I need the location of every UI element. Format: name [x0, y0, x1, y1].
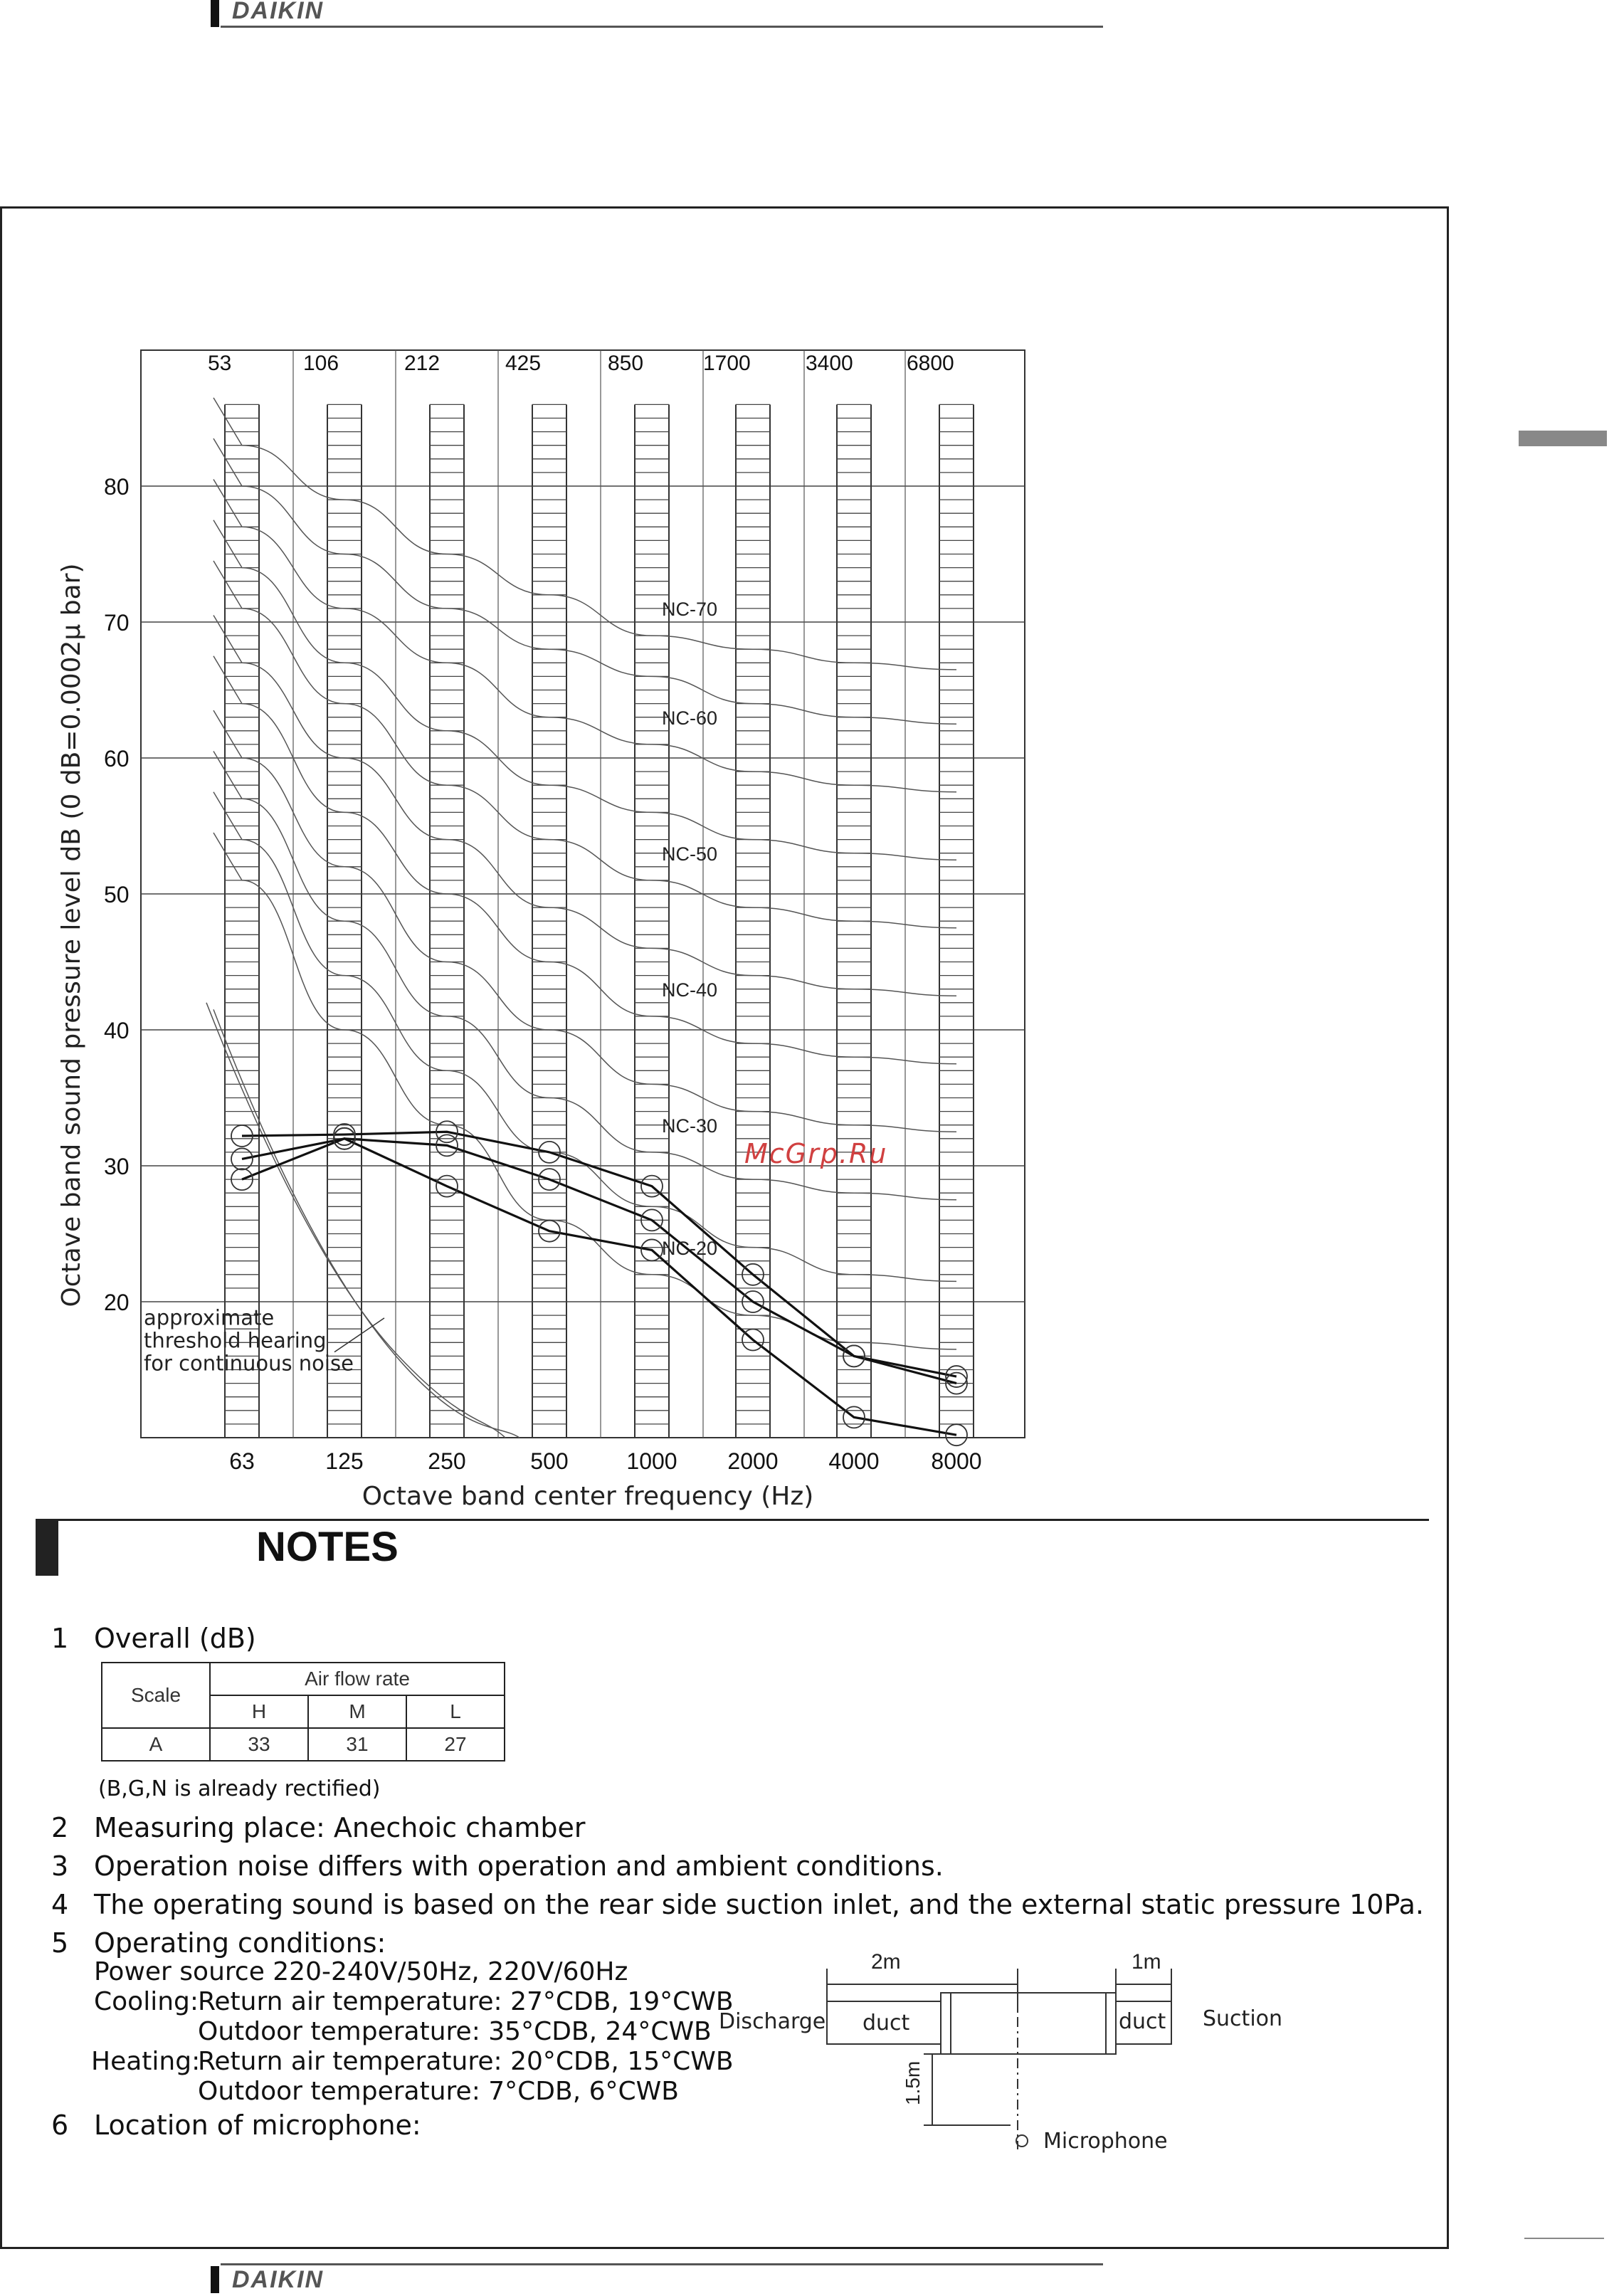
table-row-scale: A: [102, 1728, 210, 1761]
x-tick-label: 250: [428, 1448, 466, 1474]
power-source: Power source 220-240V/50Hz, 220V/60Hz: [94, 1957, 628, 1986]
band-rungs: [327, 404, 362, 1424]
table-col-l: L: [406, 1695, 505, 1728]
table-cell-m: 31: [308, 1728, 406, 1761]
dim-left-label: 2m: [871, 1950, 901, 1974]
y-tick-label: 60: [104, 746, 130, 772]
table-col-h: H: [210, 1695, 308, 1728]
suction-label: Suction: [1203, 2006, 1283, 2031]
table-cell-h: 33: [210, 1728, 308, 1761]
nc-curve-nc-25: [213, 792, 956, 1282]
cooling-outdoor: Outdoor temperature: 35°CDB, 24°CWB: [198, 2017, 712, 2046]
x-tick-label: 4000: [828, 1448, 880, 1474]
band-rungs: [837, 404, 871, 1424]
chart-labels: [57, 352, 982, 1511]
nc-label-nc-40: NC-40: [662, 979, 718, 1001]
x-tick-label: 2000: [727, 1448, 779, 1474]
x-top-label: 3400: [806, 352, 853, 375]
nc-curve-nc-70: [213, 398, 956, 670]
dim-right-label: 1m: [1132, 1950, 1161, 1974]
band-rungs: [736, 404, 770, 1424]
side-footer-line: [1524, 2238, 1604, 2239]
y-tick-label: 20: [104, 1290, 130, 1315]
x-tick-label: 8000: [931, 1448, 982, 1474]
band-rungs: [939, 404, 974, 1424]
dim-down-label: 1.5m: [902, 2060, 924, 2105]
x-tick-label: 63: [229, 1448, 255, 1474]
x-top-label: 1700: [703, 352, 751, 375]
chart-grid: [141, 350, 1025, 1438]
table-airflow-header: Air flow rate: [210, 1663, 505, 1695]
band-rungs: [225, 404, 259, 1424]
heating-label: Heating:: [91, 2047, 201, 2076]
threshold-label-line: for continuous noise: [144, 1351, 354, 1376]
footer-logo: DAIKIN: [232, 2266, 325, 2293]
x-axis-title: Octave band center frequency (Hz): [362, 1482, 814, 1511]
x-top-label: 850: [608, 352, 644, 375]
y-tick-label: 40: [104, 1018, 130, 1043]
table-scale-header: Scale: [102, 1663, 210, 1728]
footer-brand-bar: [211, 2266, 219, 2293]
threshold-label-line: approximate: [144, 1305, 275, 1330]
discharge-label: Discharge: [719, 2009, 826, 2034]
x-tick-label: 500: [530, 1448, 569, 1474]
table-col-m: M: [308, 1695, 406, 1728]
watermark: McGrp.Ru: [744, 1138, 888, 1169]
series-line-l: [242, 1139, 956, 1435]
duct-left-label: duct: [863, 2011, 910, 2036]
x-top-label: 106: [303, 352, 339, 375]
threshold-pointer: [334, 1318, 384, 1352]
notes-title: NOTES: [256, 1524, 399, 1570]
notes-rule: [36, 1519, 1429, 1521]
heating-outdoor: Outdoor temperature: 7°CDB, 6°CWB: [198, 2077, 679, 2106]
x-top-label: 212: [404, 352, 441, 375]
y-tick-label: 50: [104, 882, 130, 907]
nc-label-nc-50: NC-50: [662, 843, 718, 865]
x-tick-label: 1000: [626, 1448, 677, 1474]
nc-label-nc-60: NC-60: [662, 707, 718, 729]
header-logo: DAIKIN: [232, 0, 325, 24]
band-rungs: [430, 404, 464, 1424]
x-top-label: 53: [208, 352, 232, 375]
nc-label-nc-30: NC-30: [662, 1115, 718, 1137]
nc-label-nc-20: NC-20: [662, 1237, 718, 1259]
notes-marker: [36, 1519, 58, 1576]
overall-table: [101, 1662, 505, 1762]
x-tick-label: 125: [325, 1448, 364, 1474]
y-tick-label: 80: [104, 474, 130, 500]
cooling-return: Return air temperature: 27°CDB, 19°CWB: [198, 1987, 734, 2016]
x-top-label: 425: [505, 352, 542, 375]
table-cell-l: 27: [406, 1728, 505, 1761]
nc-label-nc-70: NC-70: [662, 599, 718, 621]
microphone-label: Microphone: [1043, 2129, 1168, 2154]
y-tick-label: 30: [104, 1154, 130, 1179]
y-tick-label: 70: [104, 610, 130, 636]
cooling-label: Cooling:: [94, 1987, 199, 2016]
threshold-label-line: threshold hearing: [144, 1328, 327, 1353]
rectified-note: (B,G,N is already rectified): [98, 1776, 381, 1801]
heating-return: Return air temperature: 20°CDB, 15°CWB: [198, 2047, 734, 2076]
y-axis-title: Octave band sound pressure level dB (0 dB=0.0002μ bar): [57, 563, 86, 1307]
band-rungs: [635, 404, 669, 1424]
band-rungs: [532, 404, 566, 1424]
x-top-label: 6800: [907, 352, 954, 375]
nc-curve-nc-20: [213, 833, 956, 1349]
footer-rule: [221, 2263, 1103, 2265]
duct-right-label: duct: [1119, 2009, 1166, 2034]
